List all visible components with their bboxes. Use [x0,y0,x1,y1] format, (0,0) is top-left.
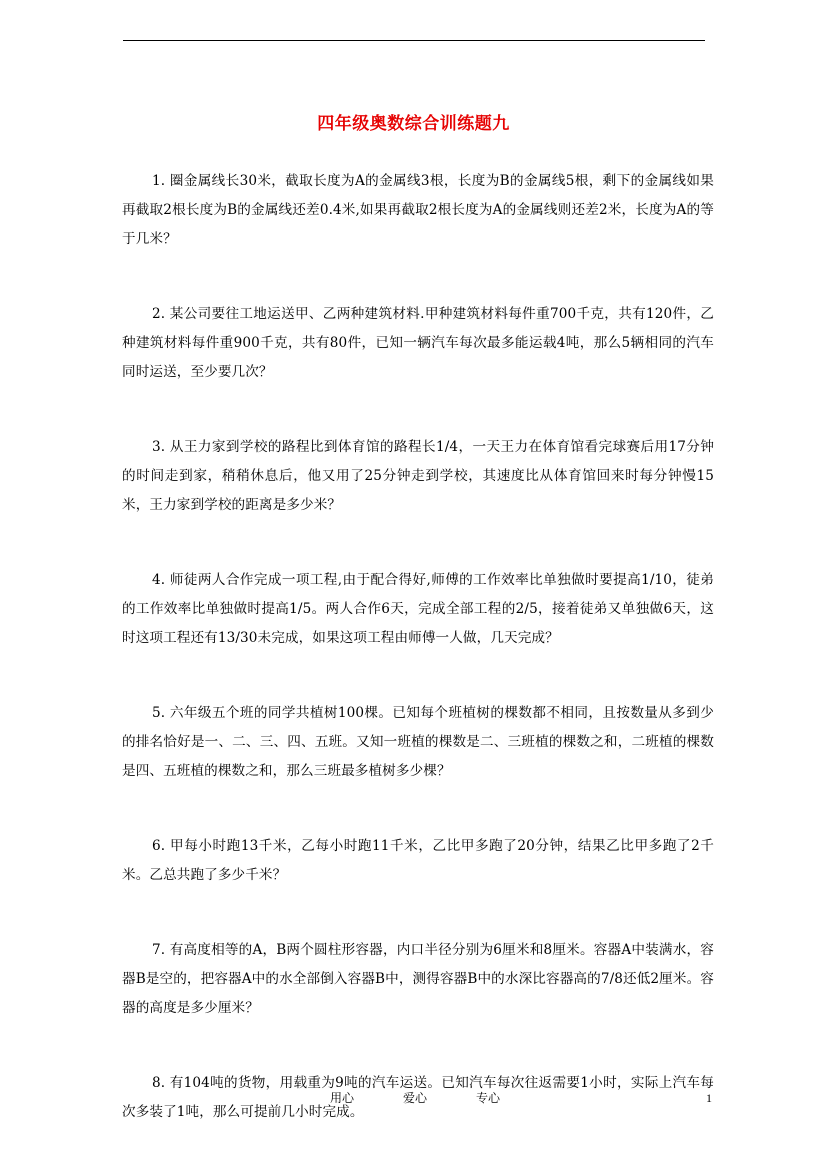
question-5: 5. 六年级五个班的同学共植树100棵。已知每个班植树的棵数都不相同，且按数量从多到少的排名恰好是一、二、三、四、五班。又知一班植的棵数是二、三班植的棵数之和，二班植的棵数是四、五班植的棵数之和，那么三班最多植树多少棵？ [122,705,714,779]
question-3: 3. 从王力家到学校的路程比到体育馆的路程长1/4，一天王力在体育馆看完球赛后用17分钟的时间走到家，稍稍休息后，他又用了25分钟走到学校，其速度比从体育馆回来时每分钟慢15米，王力家到学校的距离是多少米？ [122,439,714,513]
document-title: 四年级奥数综合训练题九 [317,114,510,134]
page-number: 1 [706,1091,712,1105]
page-footer [0,1088,827,1108]
question-6: 6. 甲每小时跑13千米，乙每小时跑11千米，乙比甲多跑了20分钟，结果乙比甲多跑了2千米。乙总共跑了多少千米？ [122,838,714,883]
footer-motto-1: 用心 [330,1091,355,1105]
question-4: 4. 师徒两人合作完成一项工程,由于配合得好,师傅的工作效率比单独做时要提高1/10，徒弟的工作效率比单独做时提高1/5。两人合作6天，完成全部工程的2/5，接着徒弟又单独做6天，这时这项工程还有13/30未完成，如果这项工程由师傅一人做，几天完成？ [122,572,714,646]
header-rule [123,40,705,41]
footer-motto-2: 爱心 [402,1091,427,1105]
question-2: 2. 某公司要往工地运送甲、乙两种建筑材料.甲种建筑材料每件重700千克，共有120件，乙种建筑材料每件重900千克，共有80件，已知一辆汽车每次最多能运载4吨，那么5辆相同的汽车同时运送，至少要几次？ [122,306,714,380]
question-8: 8. 有104吨的货物，用载重为9吨的汽车运送。已知汽车每次往返需要1小时，实际上汽车每次多装了1吨，那么可提前几小时完成。 [122,1075,714,1120]
question-7: 7. 有高度相等的A，B两个圆柱形容器，内口半径分别为6厘米和8厘米。容器A中装满水，容器B是空的，把容器A中的水全部倒入容器B中，测得容器B中的水深比容器高的7/8还低2厘米。容器的高度是多少厘米？ [122,942,714,1016]
footer-motto-3: 专心 [475,1091,500,1105]
footer-motto [330,1088,500,1108]
question-list [122,167,714,1173]
question-1: 1. 圈金属线长30米，截取长度为A的金属线3根，长度为B的金属线5根，剩下的金属线如果再截取2根长度为B的金属线还差0.4米,如果再截取2根长度为A的金属线则还差2米，长度为A的等于几米？ [122,173,714,247]
